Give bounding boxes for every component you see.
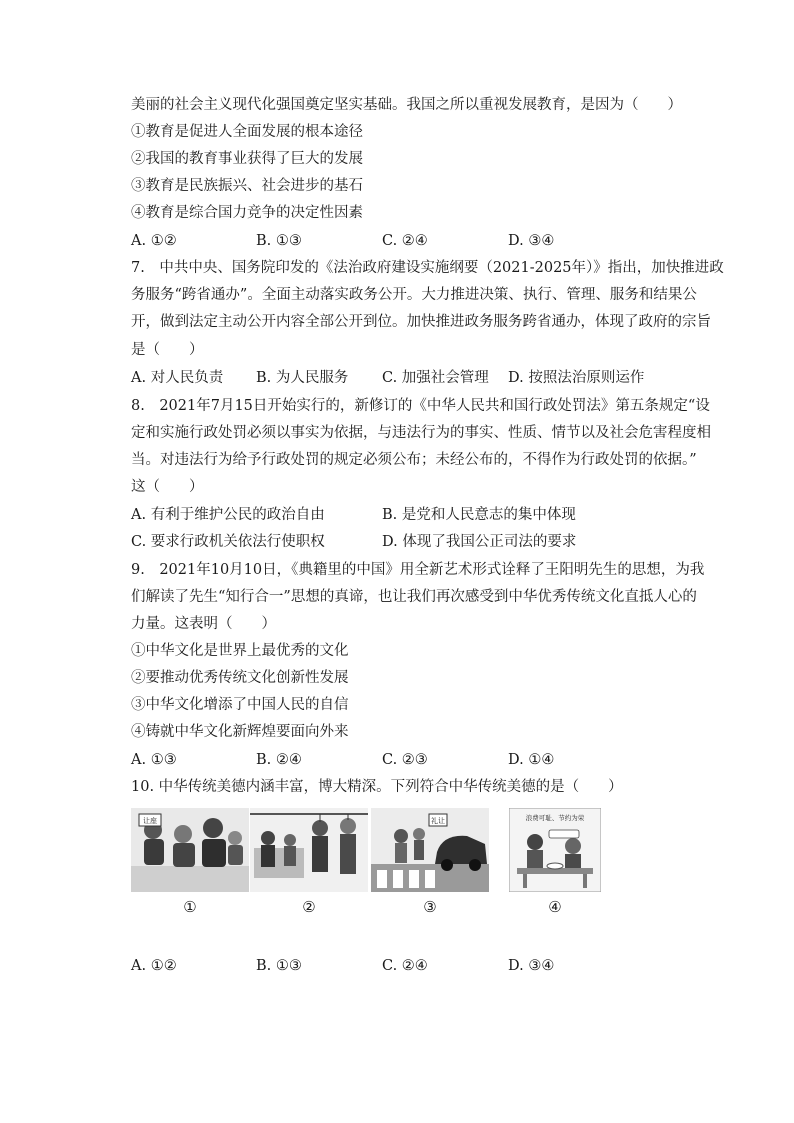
q10-picture-1 [131,808,249,892]
q10-picture-1-sign: 让座 [143,817,157,825]
q7-option-a[interactable]: A. 对人民负责 [131,370,224,386]
q6-statement-1: ①教育是促进人全面发展的根本途径 [131,124,363,140]
q7-option-b[interactable]: B. 为人民服务 [256,370,349,386]
q10-picture-2 [250,808,368,892]
q10-picture-3-label: ③ [423,898,437,916]
q10-picture-3 [371,808,489,892]
q9-option-c[interactable]: C. ②③ [382,752,428,768]
q8-option-b[interactable]: B. 是党和人民意志的集中体现 [382,507,576,523]
q6-option-b[interactable]: B. ①③ [256,233,302,249]
q8-option-a[interactable]: A. 有利于维护公民的政治自由 [131,507,325,523]
q10-picture-4-slogan: 浪费可耻、节约为荣 [525,814,585,822]
q7-stem-line-3: 开，做到法定主动公开内容全部公开到位。加快推进政务服务跨省通办，体现了政府的宗旨 [131,314,711,330]
q10-picture-1-label: ① [183,898,197,916]
q10-picture-4 [509,808,601,892]
q9-option-b[interactable]: B. ②④ [256,752,302,768]
q9-stem-line-2: 们解读了先生“知行合一”思想的真谛，也让我们再次感受到中华优秀传统文化直抵人心的 [131,589,697,605]
q10-picture-row [131,808,601,920]
q9-stem-line-1: 9. 2021年10月10日，《典籍里的中国》用全新艺术形式诠释了王阳明先生的思想，为我 [131,562,705,578]
q8-stem-line-3: 当。对违法行为给予行政处罚的规定必须公布；未经公布的，不得作为行政处罚的依据。” [131,452,697,468]
q8-option-c[interactable]: C. 要求行政机关依法行使职权 [131,534,325,550]
q6-option-d[interactable]: D. ③④ [508,233,555,249]
q10-stem: 10. 中华传统美德内涵丰富，博大精深。下列符合中华传统美德的是（ ） [131,779,623,795]
q10-option-d[interactable]: D. ③④ [508,958,555,974]
q10-picture-4-label: ④ [548,898,562,916]
q6-statement-4: ④教育是综合国力竞争的决定性因素 [131,205,363,221]
q7-option-d[interactable]: D. 按照法治原则运作 [508,370,645,386]
q6-option-a[interactable]: A. ①② [131,233,177,249]
q7-stem-line-2: 务服务“跨省通办”。全面主动落实政务公开。大力推进决策、执行、管理、服务和结果公 [131,287,697,303]
q9-stem-line-3: 力量。这表明（ ） [131,616,276,632]
q10-option-b[interactable]: B. ①③ [256,958,302,974]
q10-option-c[interactable]: C. ②④ [382,958,428,974]
q6-stem: 美丽的社会主义现代化强国奠定坚实基础。我国之所以重视发展教育，是因为（ ） [131,97,682,113]
q9-option-a[interactable]: A. ①③ [131,752,177,768]
q9-option-d[interactable]: D. ①④ [508,752,555,768]
q7-stem-line-4: 是（ ） [131,342,204,358]
q8-option-d[interactable]: D. 体现了我国公正司法的要求 [382,534,577,550]
q8-stem-line-2: 定和实施行政处罚必须以事实为依据，与违法行为的事实、性质、情节以及社会危害程度相 [131,425,711,441]
q9-statement-3: ③中华文化增添了中国人民的自信 [131,697,349,713]
q10-picture-2-label: ② [302,898,316,916]
q6-statement-2: ②我国的教育事业获得了巨大的发展 [131,151,363,167]
q10-option-a[interactable]: A. ①② [131,958,177,974]
q7-option-c[interactable]: C. 加强社会管理 [382,370,489,386]
q10-picture-3-sign: 礼让 [431,817,445,825]
q8-stem-line-1: 8. 2021年7月15日开始实行的，新修订的《中华人民共和国行政处罚法》第五条规定“设 [131,398,710,414]
q9-statement-2: ②要推动优秀传统文化创新性发展 [131,670,349,686]
q8-stem-line-4: 这（ ） [131,479,204,495]
q7-stem-line-1: 7. 中共中央、国务院印发的《法治政府建设实施纲要（2021-2025年）》指出，加快推进政 [131,260,724,276]
q6-statement-3: ③教育是民族振兴、社会进步的基石 [131,178,363,194]
q9-statement-1: ①中华文化是世界上最优秀的文化 [131,643,349,659]
q9-statement-4: ④铸就中华文化新辉煌要面向外来 [131,724,349,740]
q6-option-c[interactable]: C. ②④ [382,233,428,249]
